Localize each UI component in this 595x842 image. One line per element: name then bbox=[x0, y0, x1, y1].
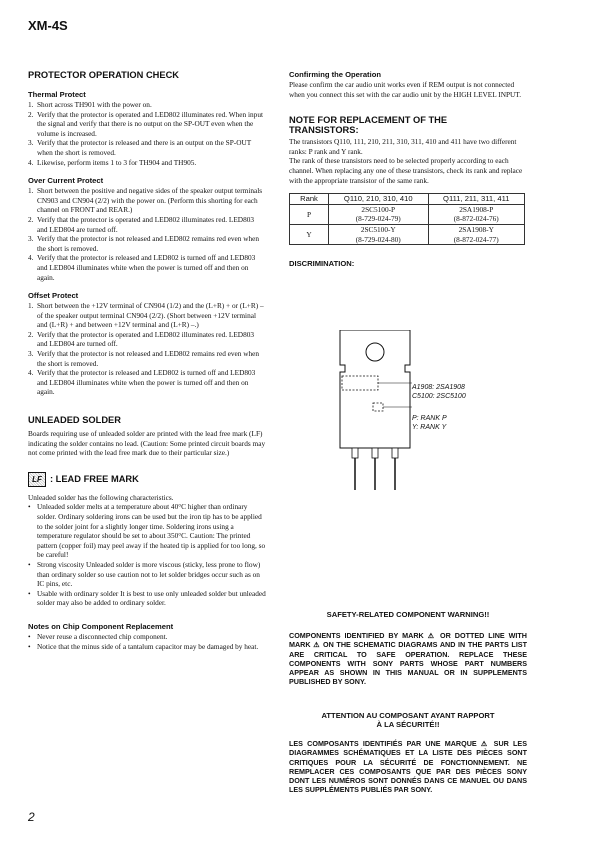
table-cell: 2SA1908-P bbox=[428, 204, 524, 214]
table-row bbox=[290, 204, 525, 214]
model-title: XM-4S bbox=[28, 18, 68, 33]
chip-title: Notes on Chip Component Replacement bbox=[28, 621, 174, 631]
safety-body-en: COMPONENTS IDENTIFIED BY MARK ⚠ OR DOTTED LINE WITH MARK ⚠ ON THE SCHEMATIC DIAGRAMS AND IN THE PARTS LIST ARE CRITICAL TO SAFE OPERATION. REPLACE THESE COMPONENTS WITH SONY PARTS WHOSE PART NUMBERS APPEAR AS SHOWN IN THIS MANUAL OR IN SUPPLEMENTS PUBLISHED BY SONY. bbox=[289, 631, 527, 687]
overcurrent-heading: Over Current Protect bbox=[28, 176, 104, 186]
transistor-diagram bbox=[330, 330, 420, 490]
chip-bullets bbox=[28, 632, 266, 651]
protector-title: PROTECTOR OPERATION CHECK bbox=[28, 70, 179, 80]
list-item: 1. Short across TH901 with the power on. bbox=[28, 100, 152, 109]
list-item: • Unleaded solder melts at a temperature about 40°C higher than ordinary solder. Ordinary soldering irons can be used but the iron tip has to be applied to the solder joint for a slightly longer time. Soldering irons using a temperature regulator should be set to about 350°C. Caution: The printed pattern (copper foil) may peel away if the heated tip is applied for too long, so be careful! bbox=[28, 502, 266, 560]
list-item: • Notice that the minus side of a tantalum capacitor may be damaged by heat. bbox=[28, 641, 259, 651]
unleaded-title: UNLEADED SOLDER bbox=[28, 415, 121, 426]
list-item: • Strong viscosity Unleaded solder is more viscous (sticky, less prone to flow) than ordinary solder so use caution not to let solder bridges occur such as on IC pins, etc. bbox=[28, 559, 261, 589]
table-cell: 2SC5100-Y bbox=[329, 224, 429, 234]
table-cell: P bbox=[290, 204, 329, 224]
safety-warning-fr bbox=[289, 711, 527, 795]
mounting-hole bbox=[366, 343, 384, 361]
lead-free-title: : LEAD FREE MARK bbox=[50, 474, 139, 485]
confirm-title: Confirming the Operation bbox=[289, 70, 381, 79]
table-header-row bbox=[290, 194, 525, 205]
table-cell: 2SA1908-Y bbox=[428, 224, 524, 234]
safety-warning-en bbox=[289, 610, 527, 687]
offset-heading: Offset Protect bbox=[28, 291, 79, 301]
lead-free-icon: LF bbox=[28, 472, 46, 487]
thermal-heading: Thermal Protect bbox=[28, 90, 86, 99]
rank-table bbox=[289, 193, 525, 245]
unleaded-body: Boards requiring use of unleaded solder are printed with the lead free mark (LF) indicating the solder contains no lead. (Caution: Some printed circuit boards may not come printed with the lead free mark due to their particular size.) bbox=[28, 429, 266, 458]
table-row bbox=[290, 224, 525, 234]
lead-free-bullets bbox=[28, 502, 266, 608]
table-cell: (8-872-024-76) bbox=[428, 214, 524, 224]
list-item: 3. Verify that the protector is released and there is an output on the SP-OUT when the short is removed. bbox=[28, 138, 252, 157]
table-cell: 2SC5100-P bbox=[329, 204, 429, 214]
table-cell: (8-729-024-80) bbox=[329, 235, 429, 245]
right-column bbox=[289, 70, 527, 269]
lead-free-intro: Unleaded solder has the following characteristics. bbox=[28, 492, 174, 502]
list-item: 4. Verify that the protector is released and LED802 is turned off and LED803 and LED804 illuminates white when the power is turned off and then on again. bbox=[28, 253, 256, 282]
thermal-steps bbox=[28, 100, 266, 167]
transistors-title-1: NOTE FOR REPLACEMENT OF THE bbox=[289, 115, 448, 126]
list-item: • Never reuse a disconnected chip component. bbox=[28, 631, 168, 641]
transistors-body-2: The rank of these transistors need to be selected properly according to each channel. When replacing any one of these transistors, check its rank and replace with the appropriate transistor of the same rank. bbox=[289, 156, 523, 185]
discrimination-title: DISCRIMINATION: bbox=[289, 259, 355, 269]
list-item: 4. Likewise, perform items 1 to 3 for TH904 and TH905. bbox=[28, 157, 197, 167]
left-column bbox=[28, 70, 266, 660]
discrimination-label-rank-p: P: RANK P bbox=[412, 415, 447, 422]
table-cell: (8-729-024-79) bbox=[329, 214, 429, 224]
transistors-body-1: The transistors Q110, 111, 210, 211, 310, 311, 410 and 411 have two different ranks: P rank and Y rank. bbox=[289, 137, 517, 156]
lead-free-heading bbox=[28, 472, 266, 487]
discrimination-label-rank-y: Y: RANK Y bbox=[412, 424, 447, 431]
discrimination-label-a1908: A1908: 2SA1908 bbox=[412, 384, 465, 391]
list-item: • Usable with ordinary solder It is best to use only unleaded solder but unleaded solder may also be added to ordinary solder. bbox=[28, 588, 266, 608]
list-item: 2. Verify that the protector is operated and LED802 illuminates red. LED803 and LED804 are turned off. bbox=[28, 214, 255, 234]
list-item: 4. Verify that the protector is released and LED802 is turned off and LED803 and LED804 illuminates white when the power is turned off and then on again. bbox=[28, 368, 256, 397]
safety-title-fr-2: À LA SÉCURITÉ!! bbox=[376, 720, 440, 729]
list-item: 2. Verify that the protector is operated and LED802 illuminates red. When input the signal and verify that there is no output on the SP-OUT even when the volume is increased. bbox=[28, 109, 264, 138]
table-cell: (8-872-024-77) bbox=[428, 235, 524, 245]
safety-title-fr-1: ATTENTION AU COMPOSANT AYANT RAPPORT bbox=[321, 711, 495, 720]
list-item: 1. Short between the positive and negative sides of the speaker output terminals CN903 and CN904 (2/2) with the power on. (Perform this shorting for each channel on FRONT and REAR.) bbox=[28, 186, 263, 215]
offset-steps bbox=[28, 301, 266, 397]
discrimination-label-c5100: C5100: 2SC5100 bbox=[412, 393, 466, 400]
table-header: Q111, 211, 311, 411 bbox=[428, 194, 524, 205]
transistors-title-2: TRANSISTORS: bbox=[289, 125, 359, 136]
list-item: 3. Verify that the protector is not released and LED802 remains red even when the short is removed. bbox=[28, 349, 260, 368]
list-item: 2. Verify that the protector is operated and LED802 illuminates red. LED803 and LED804 are turned off. bbox=[28, 329, 255, 349]
list-item: 1. Short between the +12V terminal of CN904 (1/2) and the (L+R) + or (L+R) – of the speaker output terminal CN904 (2/2). (Short between +12V terminal and (L+R) + and between +12V terminal and (L+R) –.) bbox=[28, 301, 264, 330]
safety-title-en: SAFETY-RELATED COMPONENT WARNING!! bbox=[326, 610, 490, 619]
confirm-body: Please confirm the car audio unit works even if REM output is not connected when you connect this set with the car audio unit by the HIGH LEVEL INPUT. bbox=[289, 80, 522, 99]
table-cell: Y bbox=[290, 224, 329, 244]
table-header: Rank bbox=[290, 194, 329, 205]
list-item: 3. Verify that the protector is not released and LED802 remains red even when the short is removed. bbox=[28, 234, 260, 253]
table-header: Q110, 210, 310, 410 bbox=[329, 194, 429, 205]
overcurrent-steps bbox=[28, 186, 266, 282]
page-number: 2 bbox=[28, 810, 35, 824]
safety-body-fr: LES COMPOSANTS IDENTIFIÉS PAR UNE MARQUE ⚠ SUR LES DIAGRAMMES SCHÉMATIQUES ET LA LISTE DES PIÈCES SONT CRITIQUES POUR LA SÉCURITÉ DE FONCTIONNEMENT. NE REMPLACER CES COMPOSANTS QUE PAR DES PIÈCES SONY DONT LES NUMÉROS SONT DONNÉS DANS CE MANUEL OU DANS LES SUPPLÉMENTS PUBLIÉS PAR SONY. bbox=[289, 739, 527, 795]
